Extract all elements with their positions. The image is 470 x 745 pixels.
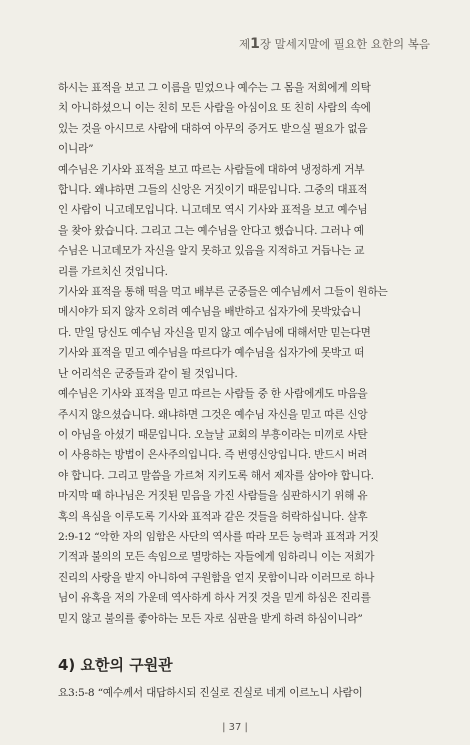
body-text bbox=[58, 78, 408, 629]
paragraph bbox=[58, 486, 408, 629]
text-line: 마지막 때 하나님은 거짓된 믿음을 가진 사람들을 심판하시기 위해 유 bbox=[58, 490, 368, 503]
text-line: 난 어리석은 군중들과 같이 될 것입니다. bbox=[58, 367, 238, 380]
text-line: 치 아니하셨으니 이는 친히 모든 사람을 아심이요 또 친히 사람의 속에 bbox=[58, 102, 371, 115]
text-line: 진리의 사랑을 받지 아니하여 구원함을 얻지 못함이니라 이러므로 하나 bbox=[58, 571, 375, 584]
text-line: 리를 가르치신 것입니다. bbox=[58, 265, 168, 278]
text-line: 님이 유혹을 저의 가운데 역사하게 하사 거짓 것을 믿게 하심은 진리를 bbox=[58, 592, 371, 605]
text-line: 있는 것을 아시므로 사람에 대하여 아무의 증거도 받으실 필요가 없음 bbox=[58, 122, 368, 135]
scripture-quote-line: 요3:5-8 “예수께서 대답하시되 진실로 진실로 네게 이르노니 사람이 bbox=[58, 687, 363, 699]
text-line: 다. 만일 당신도 예수님 자신을 믿지 않고 예수님에 대해서만 믿는다면 bbox=[58, 326, 371, 339]
chapter-title: 제1장 말세지말에 필요한 요한의 복음 bbox=[238, 36, 430, 52]
running-header bbox=[0, 36, 470, 56]
text-line: 수님은 니고데모가 자신을 알지 못하고 있음을 지적하고 거듭나는 교 bbox=[58, 245, 365, 258]
section-heading: 4) 요한의 구원관 bbox=[58, 656, 173, 674]
text-line: 하시는 표적을 보고 그 이름을 믿었으나 예수는 그 몸을 저희에게 의탁 bbox=[58, 82, 371, 94]
text-line: 메시야가 되지 않자 오히려 예수님을 배반하고 십자가에 못박았습니 bbox=[58, 306, 362, 319]
text-line: 믿지 않고 불의를 좋아하는 모든 자로 심판을 받게 하려 하심이니라” bbox=[58, 612, 363, 625]
chapter-number: 1 bbox=[250, 36, 260, 52]
paragraph bbox=[58, 160, 408, 282]
paragraph bbox=[58, 78, 408, 160]
text-line: 예수님은 기사와 표적을 보고 따르는 사람들에 대하여 냉정하게 거부 bbox=[58, 163, 365, 176]
text-line: 혹의 욕심을 이루도록 기사와 표적과 같은 것들을 허락하십니다. 살후 bbox=[58, 510, 368, 523]
text-line: 기사와 표적을 통해 떡을 먹고 배부른 군중들은 예수님께서 그들이 원하는 bbox=[58, 286, 388, 299]
text-line: 2:9-12 “악한 자의 임함은 사단의 역사를 따라 모든 능력과 표적과 거짓 bbox=[58, 530, 379, 543]
paragraph bbox=[58, 282, 408, 384]
text-line: 이니라” bbox=[58, 143, 94, 156]
text-line: 합니다. 왜냐하면 그들의 신앙은 거짓이기 때문입니다. 그중의 대표적 bbox=[58, 184, 368, 197]
text-line: 인 사람이 니고데모입니다. 니고데모 역시 기사와 표적을 보고 예수님 bbox=[58, 204, 368, 217]
text-line: 기적과 불의의 모든 속임으로 멸망하는 자들에게 임하리니 이는 저희가 bbox=[58, 551, 375, 564]
text-line: 주시지 않으셨습니다. 왜냐하면 그것은 예수님 자신을 믿고 따른 신앙 bbox=[58, 408, 368, 421]
paragraph bbox=[58, 384, 408, 486]
text-line: 을 찾아 왔습니다. 그리고 그는 예수님을 안다고 했습니다. 그러나 예 bbox=[58, 224, 364, 237]
text-line: 이 아님을 아셨기 때문입니다. 오늘날 교회의 부흥이라는 미끼로 사탄 bbox=[58, 428, 368, 441]
text-line: 기사와 표적을 믿고 예수님을 따르다가 예수님을 십자가에 못박고 떠 bbox=[58, 347, 365, 360]
text-line: 야 합니다. 그리고 말씀을 가르쳐 지키도록 해서 제자를 삼아야 합니다. bbox=[58, 469, 374, 482]
page-number: | 37 | bbox=[222, 722, 248, 733]
text-line: 예수님은 기사와 표적을 믿고 따르는 사람들 중 한 사람에게도 마음을 bbox=[58, 388, 368, 401]
text-line: 이 사용하는 방법이 은사주의입니다. 즉 번영신앙입니다. 반드시 버려 bbox=[58, 449, 368, 462]
